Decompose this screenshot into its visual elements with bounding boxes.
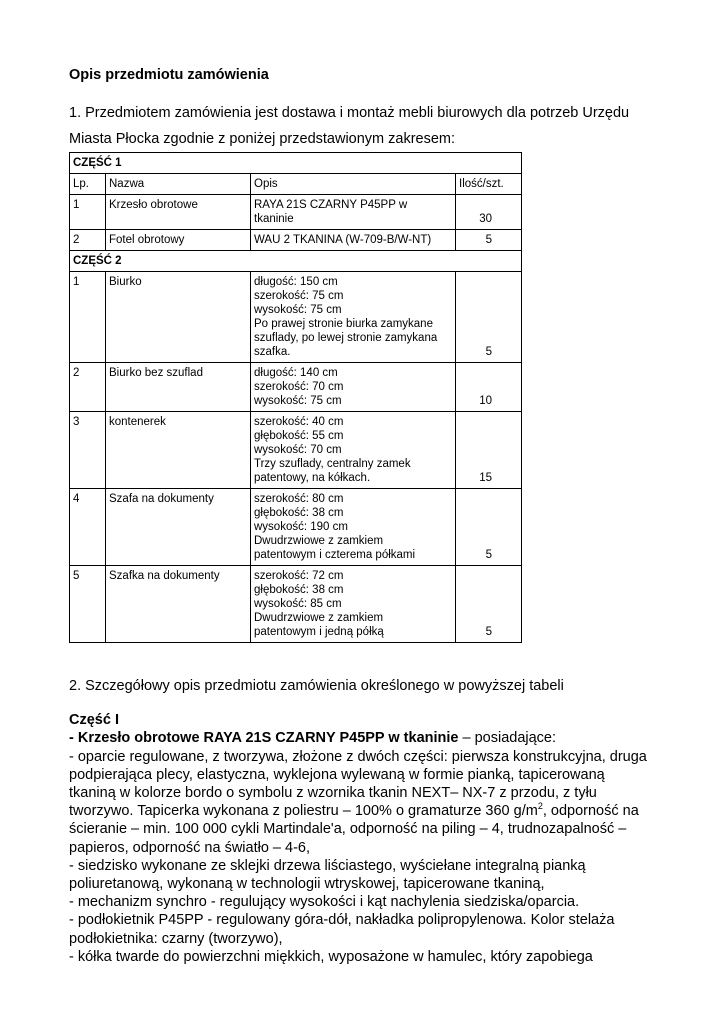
- desc-line: papieros, odporność na światło – 4-6,: [69, 839, 311, 856]
- row-lp: 2: [70, 363, 106, 412]
- row-qty: 5: [456, 566, 522, 643]
- row-desc-line: Dwudrzwiowe z zamkiem: [254, 612, 384, 624]
- desc-line-grammage: [69, 802, 669, 820]
- row-desc-line: WAU 2 TKANINA (W-709-B/W-NT): [254, 234, 432, 246]
- row-desc-line: długość: 140 cm: [254, 367, 338, 379]
- row-lp: 1: [70, 195, 106, 230]
- row-name: Biurko: [106, 272, 251, 363]
- item-title: [69, 729, 669, 747]
- intro-paragraph: [69, 100, 669, 152]
- row-name: Fotel obrotowy: [106, 230, 251, 251]
- row-lp: 1: [70, 272, 106, 363]
- column-header-row: [70, 174, 522, 195]
- item-title-bold: - Krzesło obrotowe RAYA 21S CZARNY P45PP w tkaninie: [69, 730, 459, 747]
- header-qty: Ilość/szt.: [456, 174, 522, 195]
- desc-line: - podłokietnik P45PP - regulowany góra-dół, nakładka polipropylenowa. Kolor stelaża: [69, 912, 615, 929]
- desc-line: - oparcie regulowane, z tworzywa, złożone z dwóch części: pierwsza konstrukcyjna, druga: [69, 748, 647, 765]
- table-row: [70, 272, 522, 363]
- row-desc-line: wysokość: 70 cm: [254, 444, 342, 456]
- row-qty: 5: [456, 230, 522, 251]
- table-row: [70, 363, 522, 412]
- desc-line: - siedzisko wykonane ze sklejki drzewa liściastego, wyściełane integralną pianką: [69, 857, 586, 874]
- desc-line: podpierająca plecy, elastyczna, wyklejona wylewaną w formie pianką, tapicerowaną: [69, 766, 605, 783]
- grammage-text: tworzywo. Tapicerka wykonana z poliestru – 100% o gramaturze 360 g/m: [69, 803, 538, 820]
- grammage-sup: 2: [537, 801, 543, 812]
- intro-line: Miasta Płocka zgodnie z poniżej przedstawionym zakresem:: [69, 131, 456, 147]
- row-desc-line: głębokość: 38 cm: [254, 507, 344, 519]
- row-desc-line: szerokość: 72 cm: [254, 570, 344, 582]
- row-lp: 5: [70, 566, 106, 643]
- row-desc-line: szuflady, po lewej stronie zamykana: [254, 332, 438, 344]
- row-qty: 30: [456, 195, 522, 230]
- row-desc: [251, 363, 456, 412]
- row-desc-line: wysokość: 190 cm: [254, 521, 348, 533]
- table-row: [70, 195, 522, 230]
- row-desc: [251, 566, 456, 643]
- part1-header-row: [70, 153, 522, 174]
- grammage-text-after: , odporność na: [542, 803, 639, 820]
- desc-line: tkaniną w kolorze bordo o symbolu z wzornika tkanin NEXT– NX-7 z przodu, z tyłu: [69, 785, 597, 802]
- row-desc-line: patentowy, na kółkach.: [254, 472, 371, 484]
- header-desc: Opis: [251, 174, 456, 195]
- row-name: kontenerek: [106, 412, 251, 489]
- row-desc-line: patentowym i czterema półkami: [254, 549, 416, 561]
- row-desc-line: Dwudrzwiowe z zamkiem: [254, 535, 384, 547]
- part-title: Część I: [69, 712, 119, 729]
- table-row: [70, 230, 522, 251]
- row-desc: [251, 230, 456, 251]
- row-qty: 5: [456, 272, 522, 363]
- row-qty: 15: [456, 412, 522, 489]
- row-lp: 4: [70, 489, 106, 566]
- table-row: [70, 412, 522, 489]
- header-lp: Lp.: [70, 174, 106, 195]
- row-desc-line: szerokość: 70 cm: [254, 381, 344, 393]
- row-lp: 2: [70, 230, 106, 251]
- desc-line: ścieranie – min. 100 000 cykli Martindale'a, odporność na piling – 4, trudnozapalność –: [69, 821, 627, 838]
- document-title: Opis przedmiotu zamówienia: [69, 67, 269, 83]
- desc-line: - kółka twarde do powierzchni miękkich, wyposażone w hamulec, który zapobiega: [69, 948, 593, 965]
- header-name: Nazwa: [106, 174, 251, 195]
- row-desc-line: szerokość: 40 cm: [254, 416, 344, 428]
- row-qty: 10: [456, 363, 522, 412]
- row-name: Krzesło obrotowe: [106, 195, 251, 230]
- row-desc-line: wysokość: 85 cm: [254, 598, 342, 610]
- row-desc-line: szerokość: 80 cm: [254, 493, 344, 505]
- table-row: [70, 489, 522, 566]
- items-table: [69, 152, 522, 643]
- row-desc-line: głębokość: 55 cm: [254, 430, 344, 442]
- row-desc-line: szafka.: [254, 346, 291, 358]
- detailed-description: [69, 677, 669, 966]
- row-name: Biurko bez szuflad: [106, 363, 251, 412]
- row-qty: 5: [456, 489, 522, 566]
- row-name: Szafka na dokumenty: [106, 566, 251, 643]
- table-row: [70, 566, 522, 643]
- row-desc: [251, 272, 456, 363]
- item-title-rest: – posiadające:: [458, 730, 557, 747]
- row-desc-line: tkaninie: [254, 213, 294, 225]
- part2-header-row: [70, 251, 522, 272]
- row-desc: [251, 489, 456, 566]
- row-name: Szafa na dokumenty: [106, 489, 251, 566]
- row-desc-line: Po prawej stronie biurka zamykane: [254, 318, 433, 330]
- intro-line: 1. Przedmiotem zamówienia jest dostawa i montaż mebli biurowych dla potrzeb Urzędu: [69, 105, 630, 121]
- desc-line: podłokietnika: czarny (tworzywo),: [69, 930, 283, 947]
- part2-label: CZĘŚĆ 2: [70, 251, 522, 272]
- section2-intro: 2. Szczegółowy opis przedmiotu zamówienia określonego w powyższej tabeli: [69, 678, 564, 694]
- row-desc-line: szerokość: 75 cm: [254, 290, 344, 302]
- desc-line: poliuretanową, wykonaną w technologii wtryskowej, tapicerowane tkaniną,: [69, 876, 545, 893]
- row-desc: [251, 195, 456, 230]
- row-desc: [251, 412, 456, 489]
- row-desc-line: wysokość: 75 cm: [254, 304, 342, 316]
- row-desc-line: RAYA 21S CZARNY P45PP w: [254, 199, 408, 211]
- row-lp: 3: [70, 412, 106, 489]
- row-desc-line: Trzy szuflady, centralny zamek: [254, 458, 411, 470]
- row-desc-line: wysokość: 75 cm: [254, 395, 342, 407]
- row-desc-line: długość: 150 cm: [254, 276, 338, 288]
- desc-line: - mechanizm synchro - regulujący wysokości i kąt nachylenia siedziska/oparcia.: [69, 894, 580, 911]
- row-desc-line: patentowym i jedną półką: [254, 626, 384, 638]
- part1-label: CZĘŚĆ 1: [70, 153, 522, 174]
- row-desc-line: głębokość: 38 cm: [254, 584, 344, 596]
